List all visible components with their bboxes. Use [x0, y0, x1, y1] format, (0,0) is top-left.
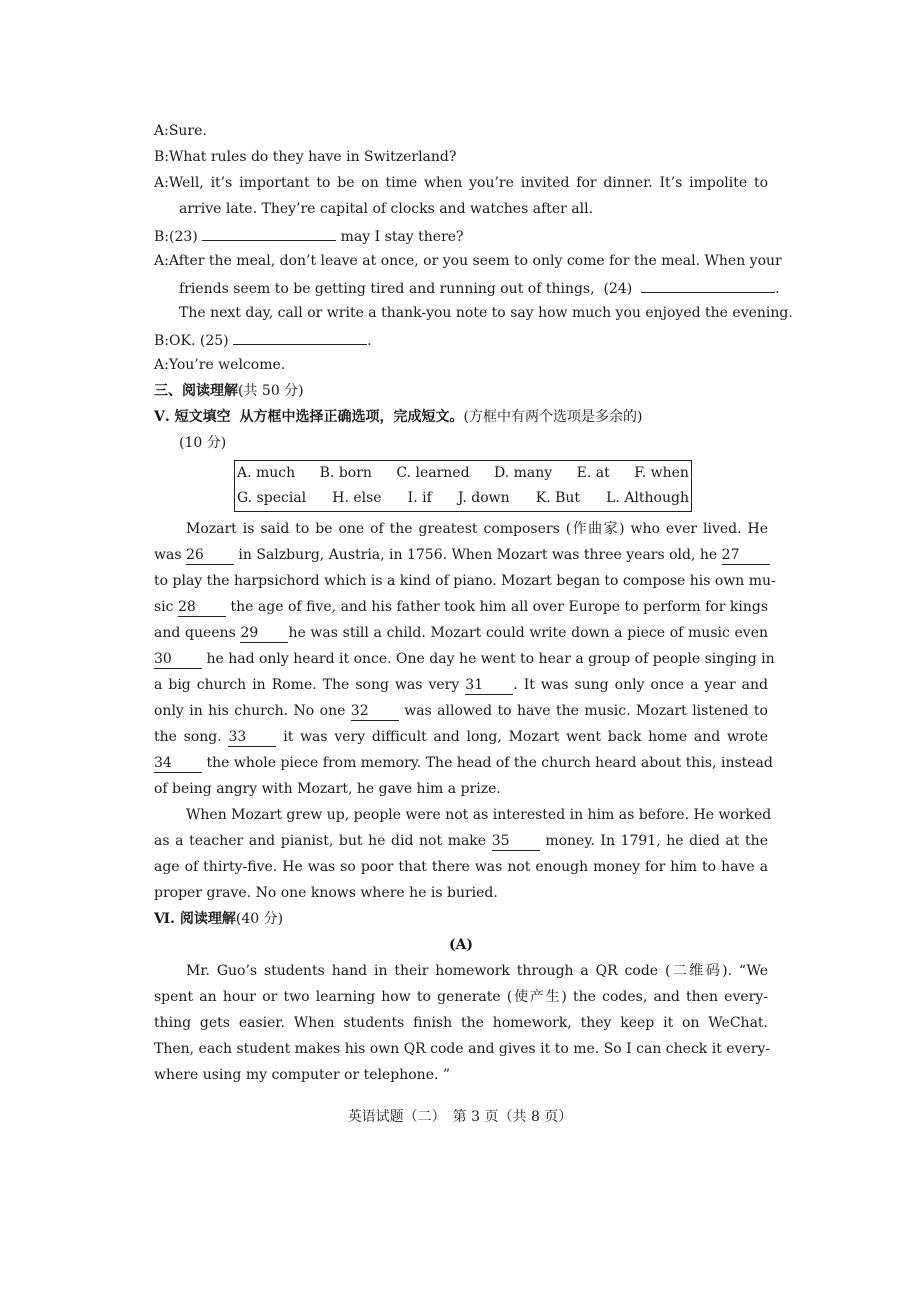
answer-blank-23[interactable]	[202, 222, 336, 241]
option-h: H. else	[332, 490, 382, 506]
passage-line: and queens 29 he was still a child. Mozart could write down a piece of music even	[154, 625, 768, 641]
dialogue-line: friends seem to be getting tired and running out of things, (24) .	[154, 274, 768, 300]
dialogue-line: B:What rules do they have in Switzerland?	[154, 149, 457, 165]
options-row	[237, 461, 689, 486]
dialogue-line: B:OK. (25) .	[154, 326, 768, 352]
passage-line: as a teacher and pianist, but he did not make 35 money. In 1791, he died at the	[154, 833, 768, 849]
page-content	[154, 118, 793, 1088]
passage-a-line: Mr. Guo’s students hand in their homework through a QR code (二维码). “We	[186, 963, 768, 979]
option-d: D. many	[494, 465, 553, 481]
section-five-score: (10 分)	[179, 435, 227, 451]
answer-blank-24[interactable]	[641, 274, 775, 293]
answer-blank-28[interactable]: 28	[178, 598, 226, 617]
passage-line: only in his church. No one 32 was allowed to have the music. Mozart listened to	[154, 703, 768, 719]
dialogue-line: A:You’re welcome.	[154, 357, 286, 373]
passage-line: When Mozart grew up, people were not as interested in him as before. He worked	[186, 807, 772, 823]
option-l: L. Although	[606, 490, 689, 506]
dialogue-line: A:After the meal, don’t leave at once, or you seem to only come for the meal. When your	[154, 253, 782, 269]
answer-blank-35[interactable]: 35	[492, 832, 540, 851]
option-e: E. at	[576, 465, 610, 481]
option-i: I. if	[407, 490, 432, 506]
passage-line: proper grave. No one knows where he is buried.	[154, 885, 498, 901]
passage-a-line: thing gets easier. When students finish the homework, they keep it on WeChat.	[154, 1015, 768, 1031]
section-three-heading: 三、阅读理解(共 50 分)	[154, 383, 304, 399]
option-j: J. down	[457, 490, 510, 506]
answer-blank-33[interactable]: 33	[228, 728, 276, 747]
passage-line: 30 he had only heard it once. One day he went to hear a group of people singing in	[154, 651, 775, 667]
passage-line: to play the harpsichord which is a kind of piano. Mozart began to compose his own mu-	[154, 573, 776, 589]
dialogue-line: A:Well, it’s important to be on time when you’re invited for dinner. It’s impolite to	[154, 175, 768, 191]
option-c: C. learned	[396, 465, 470, 481]
answer-blank-30[interactable]: 30	[154, 650, 202, 669]
dialogue-line: B:(23) may I stay there?	[154, 222, 768, 248]
option-a: A. much	[237, 465, 296, 481]
page-footer: 英语试题（二） 第 3 页（共 8 页）	[347, 1109, 573, 1125]
answer-blank-34[interactable]: 34	[154, 754, 202, 773]
dialogue-line: The next day, call or write a thank-you note to say how much you enjoyed the evening.	[179, 305, 793, 321]
passage-a-line: where using my computer or telephone. ”	[154, 1067, 451, 1083]
section-six-heading: Ⅵ. 阅读理解(40 分)	[154, 911, 284, 927]
dialogue-line: A:Sure.	[154, 123, 207, 139]
answer-blank-25[interactable]	[233, 326, 367, 345]
passage-line: the song. 33 it was very difficult and long, Mozart went back home and wrote	[154, 729, 769, 745]
section-five-heading: Ⅴ. 短文填空 从方框中选择正确选项，完成短文。(方框中有两个选项是多余的)	[154, 409, 643, 425]
passage-line: sic 28 the age of five, and his father took him all over Europe to perform for kings	[154, 599, 769, 615]
answer-blank-29[interactable]: 29	[240, 624, 288, 643]
answer-blank-26[interactable]: 26	[186, 546, 234, 565]
passage-a-line: Then, each student makes his own QR code and gives it to me. So I can check it every-	[154, 1041, 771, 1057]
passage-line: Mozart is said to be one of the greatest composers (作曲家) who ever lived. He	[186, 521, 768, 537]
passage-line: was 26 in Salzburg, Austria, in 1756. When Mozart was three years old, he 27	[154, 542, 768, 568]
dialogue-line: arrive late. They’re capital of clocks and watches after all.	[179, 201, 594, 217]
passage-a-line: spent an hour or two learning how to generate (使产生) the codes, and then every-	[154, 989, 768, 1005]
option-k: K. But	[535, 490, 581, 506]
option-g: G. special	[237, 490, 307, 506]
passage-line: of being angry with Mozart, he gave him a prize.	[154, 781, 501, 797]
answer-blank-31[interactable]: 31	[465, 676, 513, 695]
subsection-a-heading: (A)	[448, 937, 474, 953]
passage-line: age of thirty-five. He was so poor that there was not enough money for him to have a	[154, 859, 768, 875]
answer-blank-32[interactable]: 32	[351, 702, 399, 721]
answer-blank-27[interactable]: 27	[722, 546, 770, 565]
options-row	[237, 486, 689, 511]
options-box	[234, 460, 692, 512]
option-b: B. born	[319, 465, 372, 481]
option-f: F. when	[634, 465, 689, 481]
passage-line: 34 the whole piece from memory. The head of the church heard about this, instead	[154, 755, 773, 771]
passage-line: a big church in Rome. The song was very 31 . It was sung only once a year and	[154, 677, 768, 693]
